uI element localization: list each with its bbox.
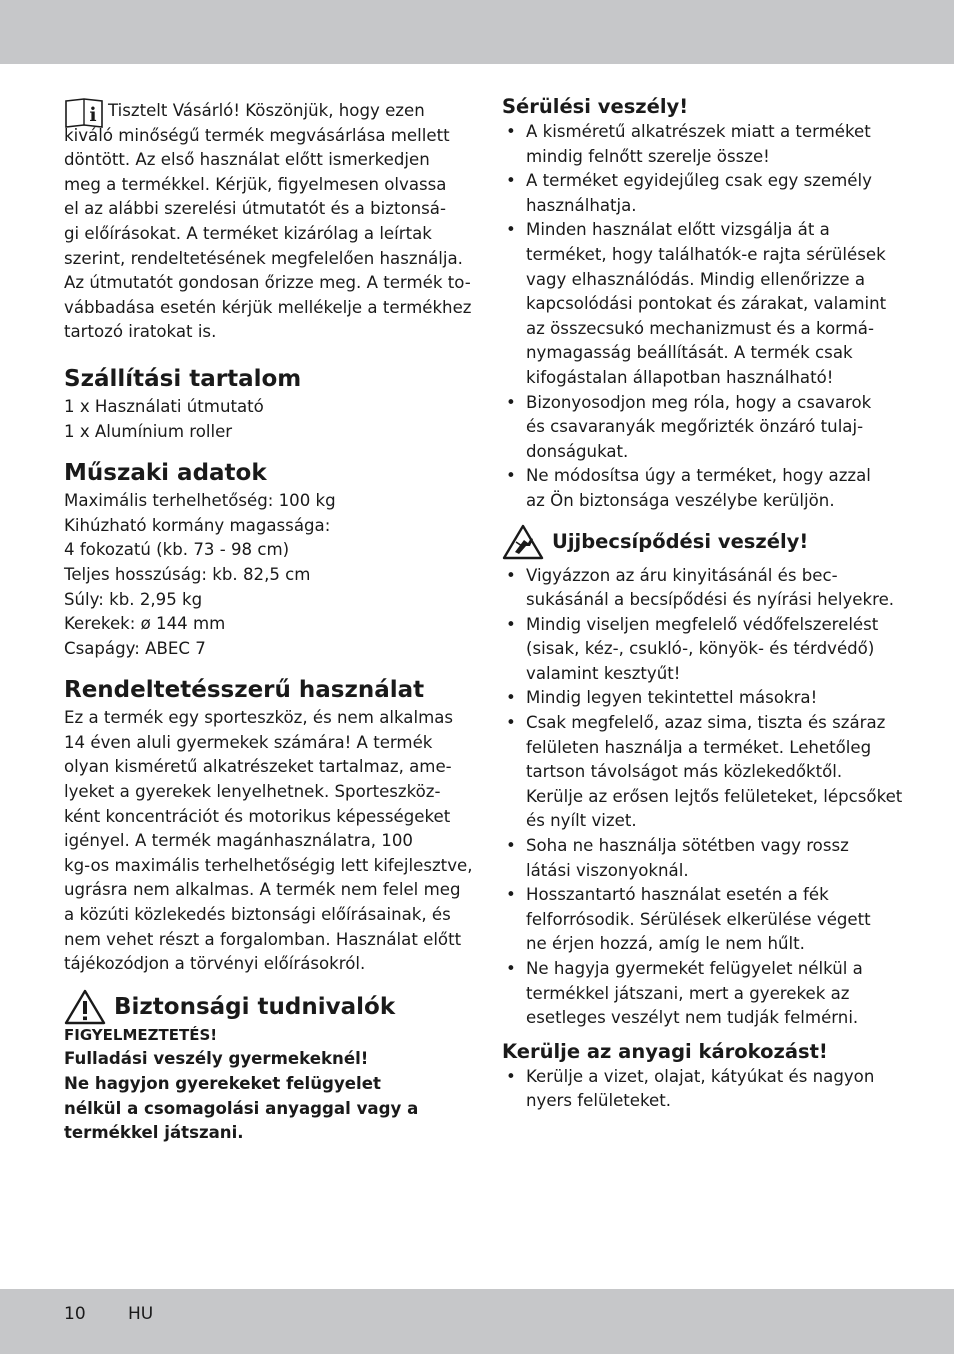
header-band	[0, 0, 954, 64]
pinch-hazard-icon	[502, 524, 544, 560]
spec-line: Kerekek: ø 144 mm	[64, 614, 226, 634]
delivery-item: 1 x Alumínium roller	[64, 421, 233, 441]
delivery-item: 1 x Használati útmutató	[64, 396, 264, 416]
list-line: • A terméket egyidejűleg csak egy személy	[526, 171, 872, 191]
pinch-heading	[502, 524, 894, 560]
list-line: kapcsolódási pontokat és zárakat, valamint	[526, 294, 887, 314]
list-line: donságukat.	[526, 441, 629, 461]
intended-use-title: Rendeltetésszerű használat	[64, 677, 425, 704]
list-line: nyers felületeket.	[526, 1091, 672, 1111]
left-column	[64, 96, 473, 1146]
spec-line: Kihúzható kormány magassága:	[64, 515, 331, 535]
list-item	[502, 686, 894, 711]
list-item	[502, 711, 903, 834]
language-code: HU	[128, 1304, 154, 1324]
intro-text	[64, 99, 472, 345]
list-line: tartson távolságot más közlekedőktől.	[526, 762, 843, 782]
intro-line: meg a termékkel. Kérjük, figyelmesen olvassa	[64, 174, 447, 194]
injury-title: Sérülési veszély!	[502, 95, 689, 118]
spec-line: Teljes hosszúság: kb. 82,5 cm	[64, 564, 311, 584]
pinch-title: Ujjbecsípődési veszély!	[552, 529, 809, 553]
list-line: ne érjen hozzá, amíg le nem hűlt.	[526, 934, 805, 954]
list-line: és nyílt vizet.	[526, 811, 637, 831]
list-line: és csavaranyák megőrizték önzáró tulaj-	[526, 417, 864, 437]
intended-use-line: a közúti közlekedés biztonsági előírásainak, és	[64, 905, 451, 925]
list-item	[502, 564, 894, 613]
list-line: • Mindig viseljen megfelelő védőfelszerelést	[526, 614, 879, 634]
list-line: • Ne hagyja gyermekét felügyelet nélkül a	[526, 959, 863, 978]
material-list	[502, 1065, 894, 1114]
intended-use-line: tájékozódjon a törvényi előírásokról.	[64, 954, 366, 974]
material-title: Kerülje az anyagi károkozást!	[502, 1039, 828, 1063]
warning-line: nélkül a csomagolási anyaggal vagy a	[64, 1098, 419, 1118]
specs-title: Műszaki adatok	[64, 460, 267, 487]
spec-line: Súly: kb. 2,95 kg	[64, 589, 203, 609]
list-line: az összecsukó mechanizmust és a kormá-	[526, 318, 874, 338]
intended-use-line: olyan kisméretű alkatrészeket tartalmaz, ame-	[64, 757, 452, 777]
list-line: • Ne módosítsa úgy a terméket, hogy azzal	[526, 466, 871, 486]
intro-line: Az útmutatót gondosan őrizze meg. A termék to-	[64, 273, 471, 293]
intended-use-line: igényel. A termék magánhasználatra, 100	[64, 831, 413, 851]
safety-heading	[64, 989, 456, 1025]
list-item	[502, 169, 894, 218]
intro-line: kiváló minőségű termék megvásárlása mellett	[64, 125, 450, 145]
intro-line: döntött. Az első használat előtt ismerkedjen	[64, 150, 430, 170]
list-line: • Vigyázzon az áru kinyitásánál és bec-	[526, 565, 838, 585]
intro-line: tartozó iratokat is.	[64, 322, 217, 342]
safety-title: Biztonsági tudnivalók	[114, 993, 396, 1020]
list-line: • Hosszantartó használat esetén a fék	[526, 885, 829, 905]
list-line: • Kerülje a vizet, olajat, kátyúkat és nagyon	[526, 1066, 875, 1086]
list-line: felforrósodik. Sérülések elkerülése végett	[526, 909, 871, 929]
safety-warning	[64, 1023, 456, 1146]
intended-use-line: kg-os maximális terhelhetőségig lett kifejlesztve,	[64, 855, 473, 875]
intended-use-text	[64, 706, 473, 977]
delivery-list	[64, 395, 456, 444]
spec-line: Csapágy: ABEC 7	[64, 638, 206, 658]
list-line: • A kisméretű alkatrészek miatt a terméket	[526, 122, 871, 141]
intended-use-line: ként koncentrációt és motorikus képességeket	[64, 806, 451, 826]
svg-text:i: i	[89, 104, 97, 126]
list-line: az Ön biztonsága veszélybe kerüljön.	[526, 490, 835, 510]
list-line: • Bizonyosodjon meg róla, hogy a csavarok	[526, 392, 872, 412]
list-line: valamint kesztyűt!	[526, 663, 681, 683]
spec-line: 4 fokozatú (kb. 73 - 98 cm)	[64, 540, 290, 560]
list-item	[502, 464, 894, 513]
list-item	[502, 120, 894, 169]
intro-line: szerint, rendeltetésének megfelelően használja.	[64, 248, 463, 268]
list-line: vagy elhasználódás. Mindig ellenőrizze a	[526, 269, 866, 289]
intro-line: Tisztelt Vásárló! Köszönjük, hogy ezen	[108, 101, 425, 120]
list-item	[502, 613, 894, 687]
spec-line: Maximális terhelhetőség: 100 kg	[64, 491, 336, 511]
intro-section	[64, 99, 472, 345]
list-line: felületen használja a terméket. Lehetőleg	[526, 737, 872, 757]
list-item	[502, 957, 894, 1031]
intro-line: vábbadása esetén kérjük mellékelje a termékhez	[64, 297, 472, 317]
intended-use-line: lyeket a gyerekek lenyelhetnek. Sporteszköz-	[64, 782, 441, 802]
list-line: mindig felnőtt szerelje össze!	[526, 146, 770, 166]
list-line: termékkel játszani, mert a gyerekek az	[526, 983, 850, 1003]
injury-list	[502, 120, 894, 514]
list-line: terméket, hogy találhatók-e rajta sérülések	[526, 244, 886, 264]
list-line: (sisak, kéz-, csukló-, könyök- és térdvédő)	[526, 639, 875, 659]
intro-line: gi előírásokat. A terméket kizárólag a leírtak	[64, 223, 432, 243]
specs-list	[64, 489, 456, 661]
list-item	[502, 1065, 894, 1114]
right-column	[502, 95, 903, 1114]
list-line: használhatja.	[526, 195, 637, 215]
intended-use-line: 14 éven aluli gyermekek számára! A termék	[64, 732, 433, 752]
intro-line: el az alábbi szerelési útmutatót és a biztonsá-	[64, 199, 446, 219]
warning-triangle-icon	[64, 989, 106, 1025]
list-line: Kerülje az erősen lejtős felületeket, lépcsőket	[526, 786, 903, 806]
warning-line: termékkel játszani.	[64, 1123, 244, 1143]
page-number: 10	[64, 1304, 86, 1324]
info-icon	[64, 97, 104, 131]
list-line: kifogástalan állapotban használható!	[526, 367, 834, 387]
list-line: • Csak megfelelő, azaz sima, tiszta és száraz	[526, 713, 886, 733]
list-line: • Mindig legyen tekintettel másokra!	[526, 688, 818, 708]
intended-use-line: Ez a termék egy sporteszköz, és nem alkalmas	[64, 708, 454, 728]
list-line: sukásánál a becsípődési és nyírási helyekre.	[526, 590, 895, 610]
intended-use-line: ugrásra nem alkalmas. A termék nem felel meg	[64, 880, 461, 900]
list-line: nymagasság beállítását. A termék csak	[526, 343, 853, 363]
list-line: • Soha ne használja sötétben vagy rossz	[526, 836, 849, 856]
pinch-list	[502, 564, 903, 1031]
list-item	[502, 391, 894, 465]
list-item	[502, 218, 894, 390]
list-item	[502, 834, 894, 883]
warning-line: Fulladási veszély gyermekeknél!	[64, 1049, 369, 1069]
intended-use-line: nem vehet részt a forgalomban. Használat előtt	[64, 929, 462, 949]
warning-line: Ne hagyjon gyerekeket felügyelet	[64, 1074, 381, 1093]
list-line: látási viszonyoknál.	[526, 860, 689, 880]
warning-label: FIGYELMEZTETÉS!	[64, 1025, 218, 1044]
delivery-title: Szállítási tartalom	[64, 365, 302, 392]
list-line: esetleges veszélyt nem tudják felmérni.	[526, 1008, 859, 1028]
list-line: • Minden használat előtt vizsgálja át a	[526, 220, 830, 240]
list-item	[502, 883, 894, 957]
